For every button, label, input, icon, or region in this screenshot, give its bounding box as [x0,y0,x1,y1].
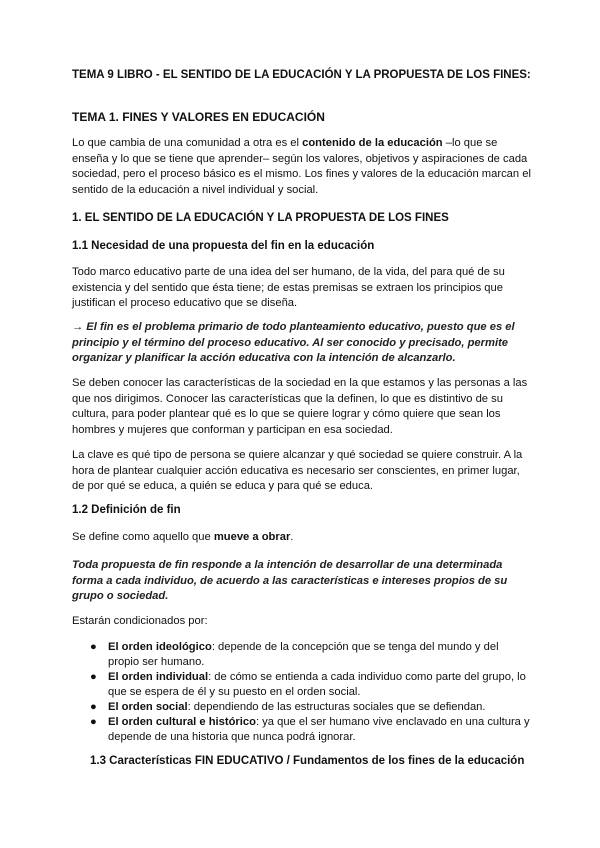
paragraph-definicion [72,530,532,546]
list-item-label: El orden cultural e histórico [108,716,256,728]
paragraph-fin-primario [72,320,532,367]
paragraph-marco-educativo: Todo marco educativo parte de una idea del ser humano, de la vida, del para qué de su existencia y del sentido que ésta tiene; de estas premisas se extraen los principios que justifican el proceso educativo que se diseña. [72,266,505,309]
heading-section-1-3: 1.3 Características FIN EDUCATIVO / Fundamentos de los fines de la educación [90,755,525,767]
paragraph-condicionados: Estarán condicionados por: [72,615,208,627]
bullet-icon: ● [90,671,97,683]
paragraph-clave: La clave es qué tipo de persona se quiere alcanzar y qué sociedad se quiere construir. A la hora de plantear cualquier acción educativa es necesario ser conscientes, en primer lugar, de por qué se educa, a quién se educa y para qué se educa. [72,449,523,492]
list-item-text: : dependiendo de las estructuras sociales que se defiendan. [187,701,486,713]
paragraph-definicion-bold: mueve a obrar [213,531,291,543]
list-item-label: El orden individual [108,671,209,683]
heading-section-1-2: 1.2 Definición de fin [72,504,181,516]
list-item [90,700,532,715]
heading-section-1-1: 1.1 Necesidad de una propuesta del fin en la educación [72,240,375,252]
heading-tema-1: TEMA 1. FINES Y VALORES EN EDUCACIÓN [72,110,325,124]
paragraph-intro-bold: contenido de la educación [302,137,443,149]
bullet-icon: ● [90,716,97,728]
paragraph-definicion-end: . [290,531,294,543]
arrow-icon: → [72,321,84,333]
paragraph-definicion-text: Se define como aquello que [72,531,214,543]
paragraph-intro-text-end: –lo que se enseña y lo que se tiene que aprender– según los valores, objetivos y aspiraciones de cada sociedad, pero el proceso básico es el mismo. Los fines y valores de la educación marcan el sentido de la educación a nivel individual y social. [72,137,531,196]
bullet-icon: ● [90,641,97,653]
paragraph-propuesta-fin: Toda propuesta de fin responde a la intención de desarrollar de una determinada forma a cada individuo, de acuerdo a las características e intereses propios de su grupo o sociedad. [72,559,508,602]
paragraph-sociedad: Se deben conocer las características de la sociedad en la que estamos y las personas a las que nos dirigimos. Conocer las características que la definen, lo que es distintivo de su cultura, para poder plantear qué es lo que se quiere lograr y cómo quiere que sean los hombres y mujeres que conforman y participan en esa sociedad. [72,377,528,436]
list-item-text: : depende de la concepción que se tenga del mundo y del propio ser humano. [108,641,499,668]
bullet-icon: ● [90,701,97,713]
paragraph-fin-primario-text: El fin es el problema primario de todo planteamiento educativo, puesto que es el principio y el término del proceso educativo. Al ser conocido y precisado, permite organizar y planificar la acción educativa con la intención de alcanzarlo. [72,321,515,364]
list-item [90,715,532,745]
list-item-label: El orden social [108,701,188,713]
list-item [90,640,532,670]
document-title: TEMA 9 LIBRO - EL SENTIDO DE LA EDUCACIÓN Y LA PROPUESTA DE LOS FINES: [72,69,531,81]
list-item-text: : ya que el ser humano vive enclavado en una cultura y depende de una historia que nunca podrá ignorar. [108,716,530,743]
list-item [90,670,532,700]
paragraph-intro-text: Lo que cambia de una comunidad a otra es el [72,137,303,149]
heading-section-1: 1. EL SENTIDO DE LA EDUCACIÓN Y LA PROPUESTA DE LOS FINES [72,212,449,224]
conditions-list [90,640,532,745]
list-item-label: El orden ideológico [108,641,212,653]
paragraph-intro [72,136,532,198]
list-item-text: : de cómo se entienda a cada individuo como parte del grupo, lo que se espera de él y su puesto en el orden social. [108,671,526,698]
